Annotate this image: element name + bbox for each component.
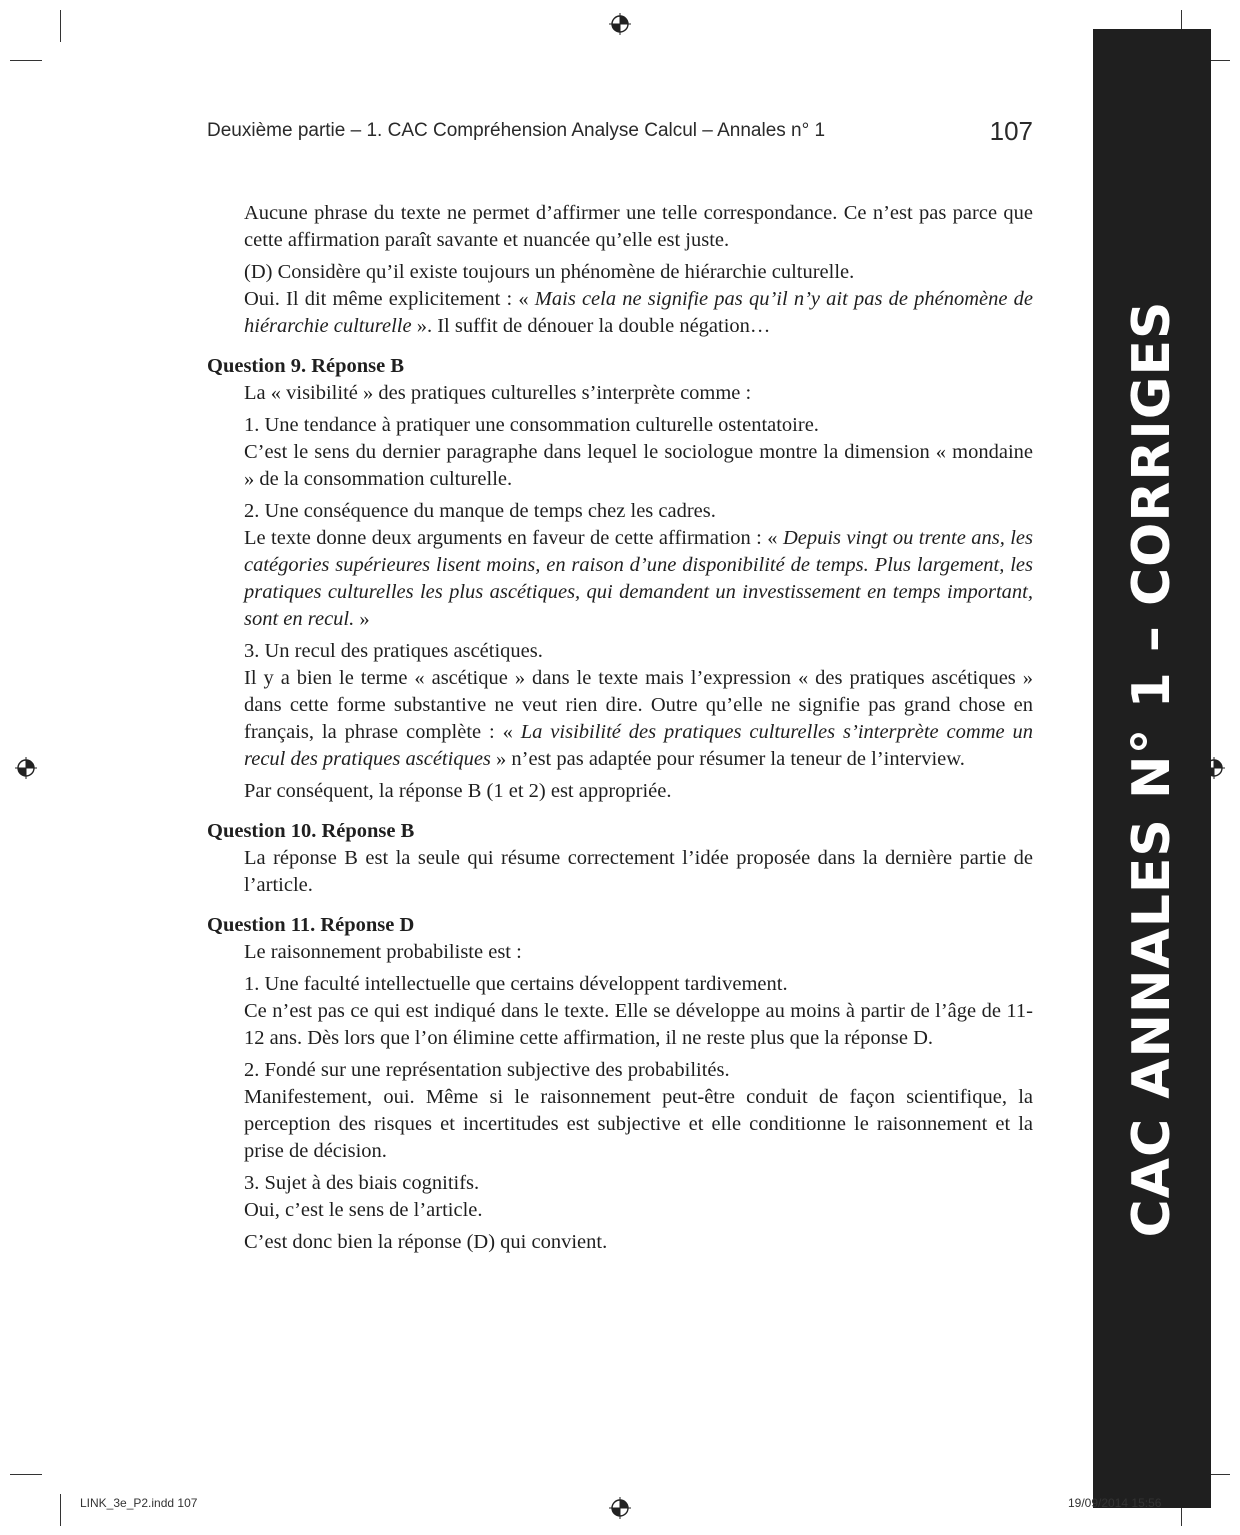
paragraph: (D) Considère qu’il existe toujours un phénomène de hiérarchie culturelle. (244, 261, 855, 283)
question-heading: Question 10. Réponse B (207, 820, 415, 842)
crop-mark (10, 1474, 42, 1475)
paragraph: La « visibilité » des pratiques culturelles s’interprète comme : (244, 382, 752, 404)
crop-mark (60, 1494, 61, 1526)
paragraph: Ce n’est pas ce qui est indiqué dans le texte. Elle se développe au moins à partir de l’âge de 11-12 ans. Dès lors que l’on élimine cette affirmation, il ne reste plus que la réponse D. (244, 1000, 1033, 1049)
page-body (207, 200, 1033, 1256)
print-slug-file: LINK_3e_P2.indd 107 (80, 1496, 198, 1510)
page-number: 107 (989, 116, 1033, 146)
paragraph: Le texte donne deux arguments en faveur de cette affirmation : « Depuis vingt ou trente ans, les catégories supérieures lisent moins, en raison d’une disponibilité de temps. Plus largement, les pratiques culturelles les plus ascétiques, qui demandent un investissement en temps important, sont en recul. » (244, 527, 1034, 630)
print-slug-timestamp: 19/09/2014 15:56 (1068, 1496, 1162, 1510)
list-item: 3. Un recul des pratiques ascétiques. (244, 640, 543, 662)
paragraph: La réponse B est la seule qui résume correctement l’idée proposée dans la dernière partie de l’article. (244, 847, 1033, 896)
paragraph: Oui. Il dit même explicitement : « Mais cela ne signifie pas qu’il n’y ait pas de phénomène de hiérarchie culturelle ». Il suffit de dénouer la double négation… (244, 288, 1033, 337)
paragraph: Oui, c’est le sens de l’article. (244, 1199, 483, 1221)
running-title: Deuxième partie – 1. CAC Compréhension Analyse Calcul – Annales n° 1 (207, 120, 826, 141)
list-item: 3. Sujet à des biais cognitifs. (244, 1172, 480, 1194)
paragraph: Par conséquent, la réponse B (1 et 2) est appropriée. (244, 780, 672, 802)
section-thumb-tab (1093, 29, 1211, 1508)
list-item: 2. Une conséquence du manque de temps chez les cadres. (244, 500, 716, 522)
crop-mark (60, 10, 61, 42)
crop-mark (10, 60, 42, 61)
section-tab-label: CAC ANNALES N° 1 – CORRIGES (1122, 300, 1182, 1237)
list-item: 1. Une faculté intellectuelle que certains développent tardivement. (244, 973, 788, 995)
paragraph: Aucune phrase du texte ne permet d’affirmer une telle correspondance. Ce n’est pas parce que cette affirmation paraît savante et nuancée qu’elle est juste. (244, 202, 1033, 251)
paragraph: Il y a bien le terme « ascétique » dans le texte mais l’expression « des pratiques ascétiques » dans cette forme substantive ne veut rien dire. Outre qu’elle ne signifie pas grand chose en français, la phrase complète : « La visibilité des pratiques culturelles s’interprète comme un recul des pratiques ascétiques » n’est pas adaptée pour résumer la teneur de l’interview. (244, 667, 1034, 770)
question-heading: Question 11. Réponse D (207, 914, 415, 936)
paragraph: C’est donc bien la réponse (D) qui convient. (244, 1231, 608, 1253)
list-item: 1. Une tendance à pratiquer une consommation culturelle ostentatoire. (244, 414, 819, 436)
list-item: 2. Fondé sur une représentation subjective des probabilités. (244, 1059, 730, 1081)
question-heading: Question 9. Réponse B (207, 355, 405, 377)
registration-mark-icon (609, 1497, 631, 1519)
paragraph: C’est le sens du dernier paragraphe dans lequel le sociologue montre la dimension « mondaine » de la consommation culturelle. (244, 441, 1033, 490)
paragraph: Manifestement, oui. Même si le raisonnement peut-être conduit de façon scientifique, la perception des risques et incertitudes est subjective et elle conditionne le raisonnement et la prise de décision. (244, 1086, 1033, 1162)
paragraph: Le raisonnement probabiliste est : (244, 941, 522, 963)
running-header (207, 116, 1033, 148)
registration-mark-icon (15, 757, 37, 779)
registration-mark-icon (609, 13, 631, 35)
